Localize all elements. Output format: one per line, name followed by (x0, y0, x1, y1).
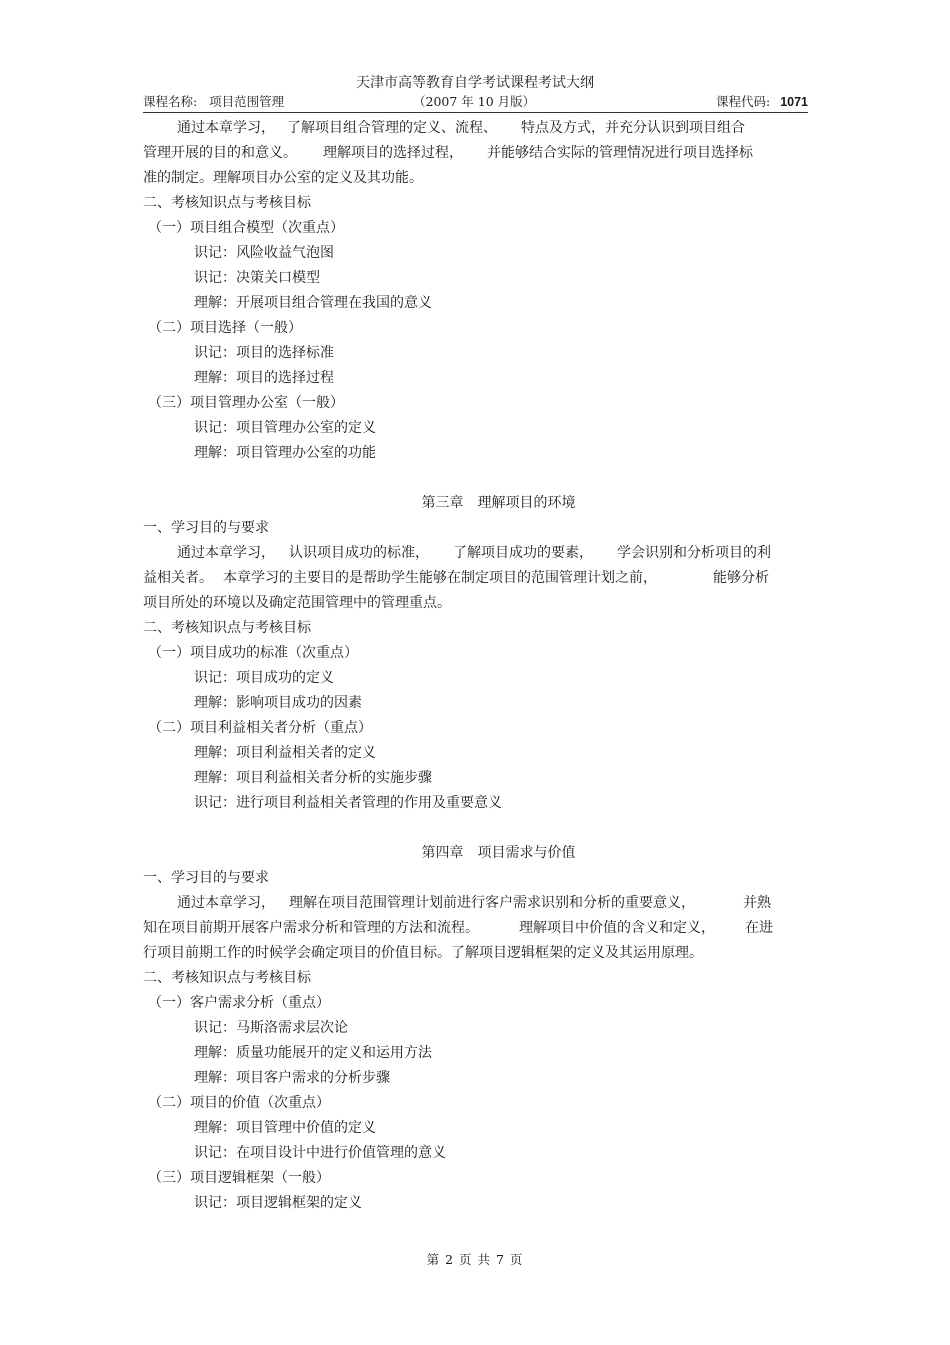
text-run: 了解项目组合管理的定义、流程、 (287, 120, 497, 136)
text-run: 准的制定。理解项目办公室的定义及其功能。 (143, 170, 423, 186)
paragraph-line (143, 541, 808, 566)
text-run: 特点及方式，并充分认识到项目组合 (521, 120, 745, 136)
text-run: 本章学习的主要目的是帮助学生能够在制定项目的范围管理计划之前， (223, 570, 657, 586)
paragraph-line (143, 166, 808, 191)
topic-point: 理解：项目利益相关者分析的实施步骤 (194, 770, 432, 786)
text-run: 理解在项目范围管理计划前进行客户需求识别和分析的重要意义， (289, 895, 695, 911)
text-run: 益相关者。 (143, 570, 213, 586)
topic-heading: （一）客户需求分析（重点） (148, 995, 330, 1011)
text-run: 学会识别和分析项目的利 (617, 545, 771, 561)
topic-heading: （三）项目管理办公室（一般） (148, 395, 344, 411)
chapter-title: 第三章 理解项目的环境 (421, 495, 576, 511)
spacer (143, 816, 808, 841)
topic-point: 理解：项目客户需求的分析步骤 (194, 1070, 390, 1086)
document-header-row (143, 92, 808, 110)
topic-point: 理解：项目管理办公室的功能 (194, 445, 376, 461)
text-run: 并能够结合实际的管理情况进行项目选择标 (487, 145, 753, 161)
chapter-title: 第四章 项目需求与价值 (421, 845, 576, 861)
section-heading: 一、学习目的与要求 (143, 870, 269, 886)
paragraph-line (143, 591, 808, 616)
text-run: 理解项目中价值的含义和定义， (519, 920, 715, 936)
topic-point: 识记：进行项目利益相关者管理的作用及重要意义 (194, 795, 502, 811)
spacer (143, 466, 808, 491)
topic-point: 理解：项目的选择过程 (194, 370, 334, 386)
text-run: 通过本章学习， (177, 120, 275, 136)
text-run: 通过本章学习， (177, 545, 275, 561)
page-number: 第 2 页 共 7 页 (426, 1252, 524, 1267)
topic-heading: （一）项目组合模型（次重点） (148, 220, 344, 236)
topic-point: 识记：马斯洛需求层次论 (194, 1020, 348, 1036)
topic-heading: （三）项目逻辑框架（一般） (148, 1170, 330, 1186)
paragraph-line (143, 116, 808, 141)
topic-point: 识记：风险收益气泡图 (194, 245, 334, 261)
text-run: 项目所处的环境以及确定范围管理中的管理重点。 (143, 595, 451, 611)
topic-heading: （一）项目成功的标准（次重点） (148, 645, 358, 661)
text-run: 知在项目前期开展客户需求分析和管理的方法和流程。 (143, 920, 479, 936)
section-heading: 二、考核知识点与考核目标 (143, 195, 311, 211)
text-run: 并熟 (743, 895, 771, 911)
topic-heading: （二）项目的价值（次重点） (148, 1095, 330, 1111)
topic-point: 识记：项目的选择标准 (194, 345, 334, 361)
course-code-value: 1071 (780, 95, 808, 109)
course-code-label: 课程代码: (715, 94, 771, 109)
topic-point: 理解：项目管理中价值的定义 (194, 1120, 376, 1136)
document-title: 天津市高等教育自学考试课程考试大纲 (356, 75, 594, 91)
paragraph-line (143, 891, 808, 916)
section-heading: 二、考核知识点与考核目标 (143, 970, 311, 986)
topic-heading: （二）项目利益相关者分析（重点） (148, 720, 372, 736)
text-run: 在进 (745, 920, 773, 936)
text-run: 了解项目成功的要素， (453, 545, 593, 561)
text-run: 通过本章学习， (177, 895, 275, 911)
topic-point: 理解：质量功能展开的定义和运用方法 (194, 1045, 432, 1061)
text-run: 行项目前期工作的时候学会确定项目的价值目标。了解项目逻辑框架的定义及其运用原理。 (143, 945, 703, 961)
course-name (143, 92, 284, 110)
course-code (716, 92, 808, 110)
topic-heading: （二）项目选择（一般） (148, 320, 302, 336)
paragraph-line (143, 916, 808, 941)
course-name-label: 课程名称: (143, 94, 198, 109)
paragraph-line (143, 566, 808, 591)
topic-point: 理解：开展项目组合管理在我国的意义 (194, 295, 432, 311)
header-divider (143, 112, 808, 113)
paragraph-line (143, 941, 808, 966)
course-name-value: 项目范围管理 (209, 94, 285, 109)
document-body (143, 116, 808, 1216)
text-run: 认识项目成功的标准， (289, 545, 429, 561)
topic-point: 识记：项目成功的定义 (194, 670, 334, 686)
topic-point: 理解：影响项目成功的因素 (194, 695, 362, 711)
topic-point: 识记：在项目设计中进行价值管理的意义 (194, 1145, 446, 1161)
paragraph-line (143, 141, 808, 166)
topic-point: 识记：决策关口模型 (194, 270, 320, 286)
topic-point: 理解：项目利益相关者的定义 (194, 745, 376, 761)
text-run: 能够分析 (713, 570, 769, 586)
section-heading: 二、考核知识点与考核目标 (143, 620, 311, 636)
text-run: 理解项目的选择过程， (323, 145, 463, 161)
topic-point: 识记：项目管理办公室的定义 (194, 420, 376, 436)
text-run: 管理开展的目的和意义。 (143, 145, 297, 161)
topic-point: 识记：项目逻辑框架的定义 (194, 1195, 362, 1211)
section-heading: 一、学习目的与要求 (143, 520, 269, 536)
edition-label: （2007 年 10 月版） (413, 94, 536, 109)
